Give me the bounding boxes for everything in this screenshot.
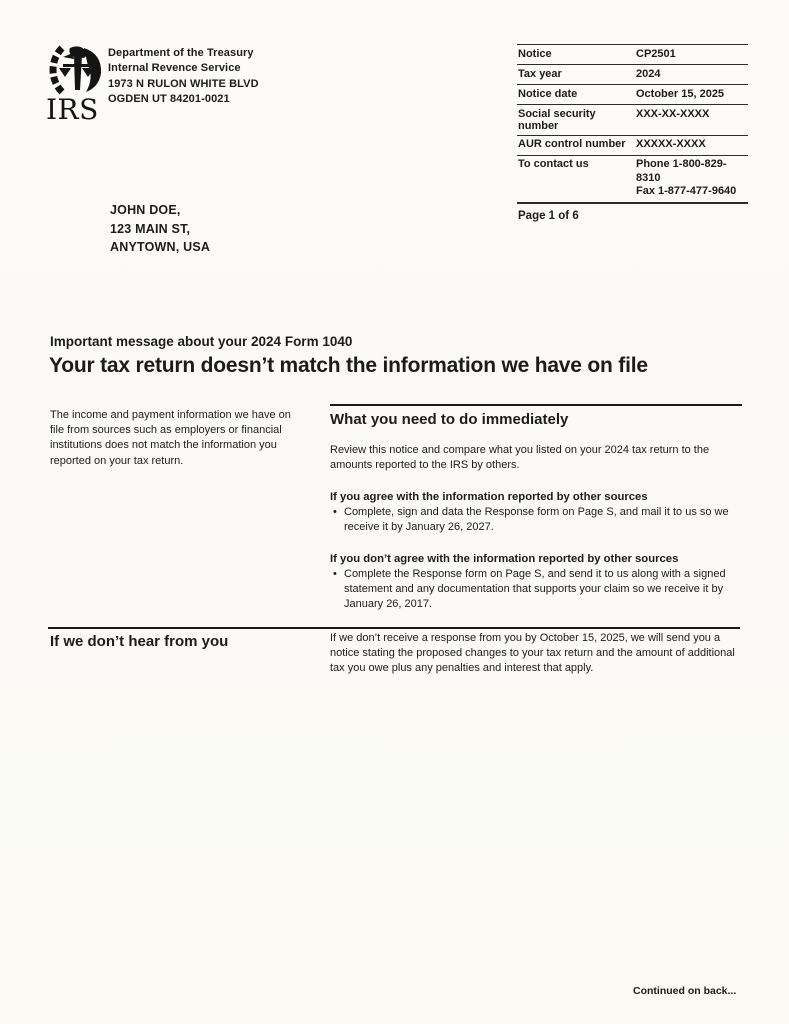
page-title: Your tax return doesn’t match the information we have on file [49,354,648,377]
row-value: October 15, 2025 [636,87,725,100]
disagree-bullet-item [330,567,742,612]
recipient-address [110,201,210,257]
table-row-contact [517,155,748,204]
disagree-heading: If you don’t agree with the information reported by other sources [330,553,679,566]
what-to-do-section [330,404,742,612]
recipient-line: ANYTOWN, USA [110,240,211,254]
irs-logo-text: IRS [46,93,99,122]
row-label: Social security number [518,107,596,132]
row-label: Notice date [518,87,578,100]
agency-line: 1973 N RULON WHITE BLVD [108,77,259,90]
row-label: Notice [518,47,552,60]
contact-phone: Phone 1-800-829-8310 [636,158,727,184]
agree-heading: If you agree with the information reported by other sources [330,491,648,504]
section-rule [330,404,742,406]
table-row-aur [517,135,748,155]
irs-logo [46,44,106,122]
what-to-do-intro: Review this notice and compare what you listed on your 2024 tax return to the amounts reported to the IRS by others. [330,444,710,472]
bullet-icon: • [333,568,337,581]
contact-fax: Fax 1-877-477-9640 [636,185,737,197]
row-label: To contact us [518,158,589,170]
notice-table [517,44,748,222]
row-value: XXX-XX-XXXX [636,107,710,120]
agency-address-block [108,46,308,108]
disagree-bullet-text: Complete the Response form on Page S, and send it to us along with a signed statement and any documentation that supports your claim so we receive it by January 26, 2017. [344,568,726,611]
headline-kicker: Important message about your 2024 Form 1040 [50,334,353,349]
no-response-heading: If we don’t hear from you [50,633,229,650]
row-value: 2024 [636,67,661,80]
table-row-ssn [517,104,748,135]
bullet-icon: • [333,506,337,519]
summary-paragraph: The income and payment information we have on file from sources such as employers or financial institutions does not match the information you reported on your tax return. [50,409,291,467]
row-label: Tax year [518,67,562,80]
no-response-text: If we don’t receive a response from you by October 15, 2025, we will send you a notice stating the proposed changes to your tax return and the amount of additional tax you owe plus any penalties and interest that apply. [330,632,735,675]
agree-bullet-item [330,505,742,535]
row-value [636,158,748,199]
table-row-notice-date [517,84,748,104]
page-indicator: Page 1 of 6 [518,209,579,222]
table-row-tax-year [517,64,748,84]
what-to-do-heading: What you need to do immediately [330,411,569,428]
agency-line: Internal Revence Service [108,62,241,75]
continued-note: Continued on back... [633,985,737,997]
agency-line: Department of the Treasury [108,47,254,59]
agree-bullet-text: Complete, sign and data the Response form on Page S, and mail it to us so we receive it by January 26, 2027. [344,506,729,534]
recipient-line: JOHN DOE, [110,203,181,217]
row-label: AUR control number [518,138,626,150]
row-value: CP2501 [636,47,676,60]
recipient-line: 123 MAIN ST, [110,221,191,236]
irs-eagle-icon [46,44,106,122]
table-row-notice [517,44,748,64]
section-rule [48,627,740,629]
agency-line: OGDEN UT 84201-0021 [108,93,230,106]
row-value: XXXXX-XXXX [636,138,706,150]
